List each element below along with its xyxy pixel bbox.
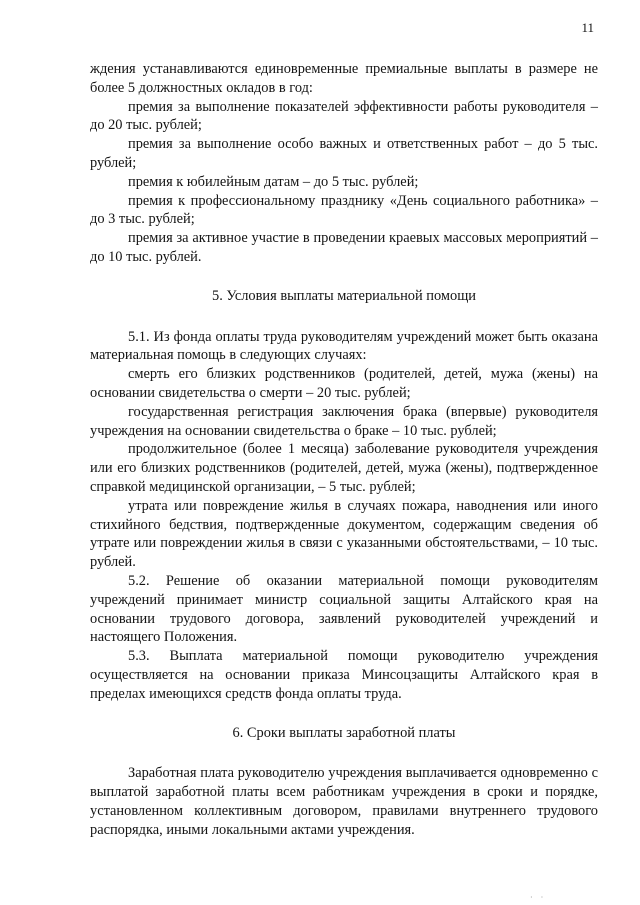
scan-artifact: · ·	[530, 893, 547, 902]
intro-lead: ждения устанавливаются единовременные премиальные выплаты в размере не более 5 должностных окладов в год:	[90, 61, 598, 96]
paragraph-5-2: 5.2. Решение об оказании материальной помощи руководителям учреждений принимает министр социальной защиты Алтайского края на основании трудового договора, заявлений руководителей учреждений и настоящего Положения.	[90, 572, 598, 646]
page-number: 11	[581, 20, 594, 35]
document-body	[90, 60, 598, 839]
list-item: премия за выполнение особо важных и ответственных работ – до 5 тыс. рублей;	[90, 136, 598, 171]
list-item: государственная регистрация заключения брака (впервые) руководителя учреждения на основании свидетельства о браке – 10 тыс. рублей;	[90, 403, 598, 439]
list-item: премия за выполнение показателей эффективности работы руководителя – до 20 тыс. рублей;	[90, 98, 598, 134]
list-item: утрата или повреждение жилья в случаях пожара, наводнения или иного стихийного бедствия, подтвержденные документом, содержащим сведения об утрате или повреждении жилья в связи с указанными обстоятельствами, – 10 тыс. рублей.	[90, 497, 598, 571]
section-6-heading: 6. Сроки выплаты заработной платы	[232, 724, 456, 741]
paragraph-5-3: 5.3. Выплата материальной помощи руководителю учреждения осуществляется на основании приказа Минсоцзащиты Алтайского края в пределах имеющихся средств фонда оплаты труда.	[90, 648, 598, 702]
paragraph-6-1: Заработная плата руководителю учреждения выплачивается одновременно с выплатой заработной платы всем работникам учреждения в сроки и порядке, установленном коллективным договором, правилами внутреннего трудового распорядка, иными локальными актами учреждения.	[90, 765, 598, 838]
list-item: смерть его близких родственников (родителей, детей, мужа (жены) на основании свидетельства о смерти – 20 тыс. рублей;	[90, 366, 598, 401]
list-item: премия к профессиональному празднику «День социального работника» – до 3 тыс. рублей;	[90, 192, 598, 228]
paragraph-5-1: 5.1. Из фонда оплаты труда руководителям учреждений может быть оказана материальная помощь в следующих случаях:	[90, 328, 598, 364]
list-item: премия к юбилейным датам – до 5 тыс. рублей;	[128, 173, 419, 190]
list-item: продолжительное (более 1 месяца) заболевание руководителя учреждения или его близких родственников (родителей, детей, мужа (жены), подтвержденное справкой медицинской организации, – 5 тыс. рублей;	[90, 441, 598, 495]
list-item: премия за активное участие в проведении краевых массовых мероприятий – до 10 тыс. рублей.	[90, 230, 598, 265]
section-5-heading: 5. Условия выплаты материальной помощи	[212, 287, 476, 304]
